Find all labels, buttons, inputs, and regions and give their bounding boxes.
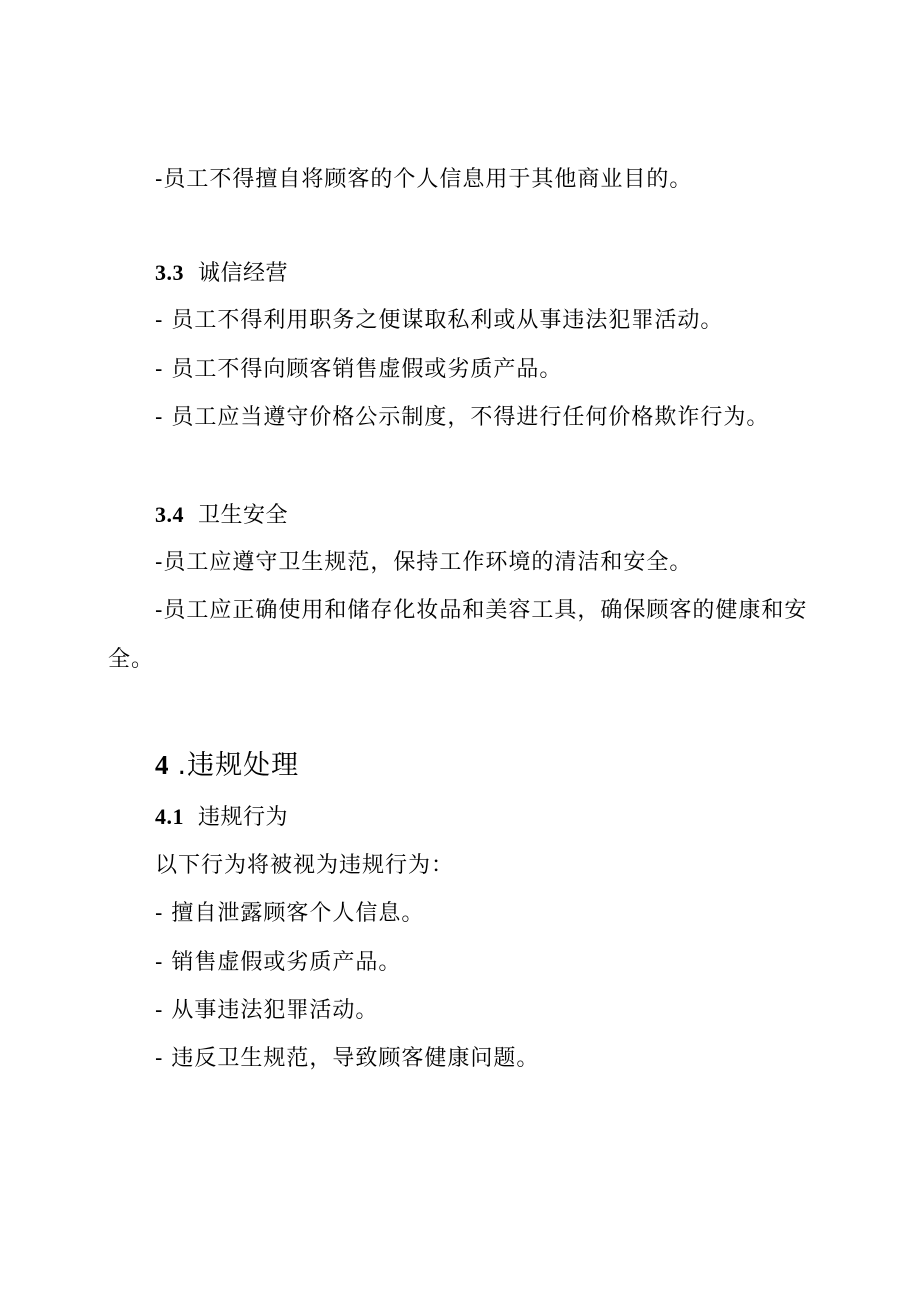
paragraph-line: -员工不得擅自将顾客的个人信息用于其他商业目的。	[155, 167, 693, 192]
paragraph-line: -员工应正确使用和储存化妆品和美容工具，确保顾客的健康和安	[155, 598, 808, 623]
paragraph-line: 以下行为将被视为违规行为：	[155, 853, 455, 878]
section-number: 4.1	[155, 804, 184, 829]
section-number: 3.3	[155, 260, 184, 285]
section-heading-3-4	[155, 500, 288, 531]
paragraph-line: - 员工应当遵守价格公示制度，不得进行任何价格欺诈行为。	[155, 405, 770, 430]
paragraph-line: - 违反卫生规范，导致顾客健康问题。	[155, 1046, 540, 1071]
paragraph-line: 全。	[108, 647, 155, 672]
chapter-title: .违规处理	[177, 750, 300, 781]
section-number: 3.4	[155, 502, 184, 527]
chapter-heading-4	[155, 747, 299, 784]
paragraph-line: -员工应遵守卫生规范，保持工作环境的清洁和安全。	[155, 550, 693, 575]
section-heading-4-1	[155, 802, 288, 833]
section-title: 卫生安全	[198, 503, 289, 528]
paragraph-line: - 员工不得向顾客销售虚假或劣质产品。	[155, 357, 563, 382]
section-heading-3-3	[155, 258, 288, 289]
chapter-number: 4	[155, 750, 170, 780]
paragraph-line: - 擅自泄露顾客个人信息。	[155, 901, 425, 926]
paragraph-line: - 从事违法犯罪活动。	[155, 998, 379, 1023]
paragraph-line: - 员工不得利用职务之便谋取私利或从事违法犯罪活动。	[155, 308, 724, 333]
section-title: 诚信经营	[198, 261, 289, 286]
paragraph-line: - 销售虚假或劣质产品。	[155, 950, 402, 975]
section-title: 违规行为	[198, 805, 289, 830]
